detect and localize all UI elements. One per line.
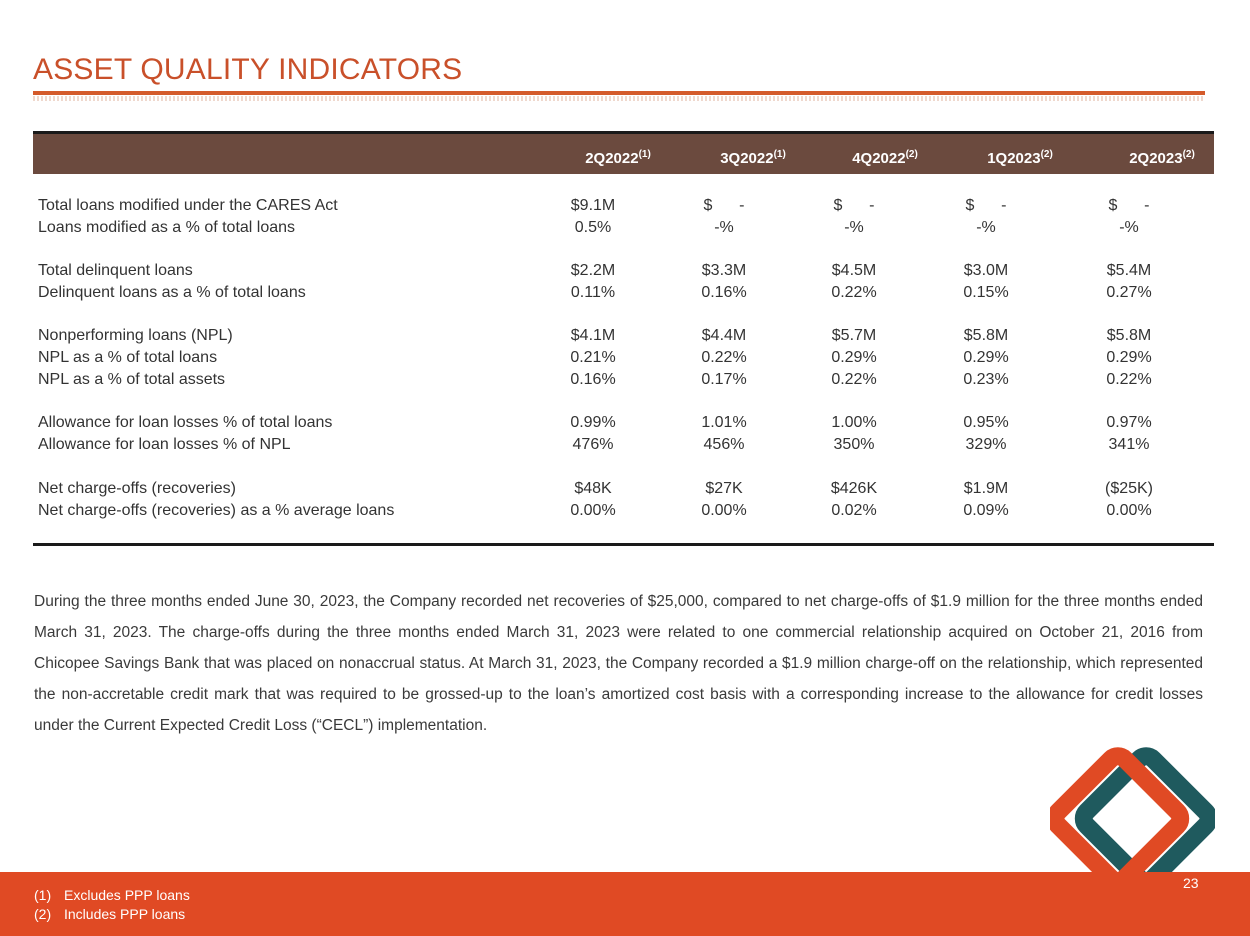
table-row <box>33 284 1214 306</box>
table-cell: $5.4M <box>1106 262 1152 279</box>
row-label: Allowance for loan losses % of NPL <box>38 436 291 453</box>
table-cell: $ - <box>1108 197 1150 214</box>
table-cell: $426K <box>830 480 878 497</box>
footnote: (2) Includes PPP loans <box>34 906 186 922</box>
table-cell: $9.1M <box>570 197 616 214</box>
table-cell: 0.16% <box>570 371 616 388</box>
column-header: 2Q2022$^{(1)}$ <box>585 149 651 167</box>
table-cell: $5.7M <box>831 327 877 344</box>
commentary-paragraph: During the three months ended June 30, 2023, the Company recorded net recoveries of $25,000, compared to net charge-offs of $1.9 million for the three months ended March 31, 2023. The charge-offs during the three months ended March 31, 2023 were related to one commercial relationship acquired on October 21, 2016 from Chicopee Savings Bank that was placed on nonaccrual status. At March 31, 2023, the Company recorded a $1.9 million charge-off on the relationship, which represented the non-accretable credit mark that was required to be grossed-up to the loan’s amortized cost basis with a corresponding increase to the allowance for credit losses under the Current Expected Credit Loss (“CECL”) implementation. <box>34 593 1203 734</box>
row-label: NPL as a % of total loans <box>38 349 218 366</box>
table-cell: 0.17% <box>701 371 747 388</box>
table-row <box>33 219 1214 241</box>
table-cell: -% <box>714 219 734 236</box>
table-cell: $27K <box>705 480 743 497</box>
column-header: 3Q2022$^{(1)}$ <box>720 149 786 167</box>
table-cell: 0.27% <box>1106 284 1152 301</box>
row-label: Total delinquent loans <box>38 262 193 279</box>
row-label: Loans modified as a % of total loans <box>38 219 296 236</box>
footer-bar <box>0 872 1250 936</box>
table-cell: $ - <box>833 197 875 214</box>
table-row <box>33 262 1214 284</box>
table-row <box>33 371 1214 393</box>
column-header: 4Q2022$^{(2)}$ <box>852 149 918 167</box>
table-cell: 0.09% <box>963 502 1009 519</box>
table-cell: $5.8M <box>963 327 1009 344</box>
table-cell: 0.21% <box>570 349 616 366</box>
table-cell: -% <box>1119 219 1139 236</box>
table-cell: 1.00% <box>831 414 877 431</box>
column-header: 1Q2023$^{(2)}$ <box>987 149 1053 167</box>
row-label: Total loans modified under the CARES Act <box>38 197 338 214</box>
table-cell: 0.22% <box>831 371 877 388</box>
table-cell: $4.1M <box>570 327 616 344</box>
table-row <box>33 327 1214 349</box>
row-label: Net charge-offs (recoveries) <box>38 480 236 497</box>
table-header <box>33 131 1214 174</box>
table-cell: 0.23% <box>963 371 1009 388</box>
table-cell: 0.16% <box>701 284 747 301</box>
table-cell: -% <box>976 219 996 236</box>
table-cell: -% <box>844 219 864 236</box>
table-cell: 0.15% <box>963 284 1009 301</box>
table-cell: 0.00% <box>570 502 616 519</box>
table-cell: 0.00% <box>1106 502 1152 519</box>
row-label: NPL as a % of total assets <box>38 371 226 388</box>
table-cell: 476% <box>572 436 614 453</box>
page-number: 23 <box>1183 875 1199 891</box>
table-body <box>33 174 1214 546</box>
table-cell: 0.00% <box>701 502 747 519</box>
table-cell: $4.5M <box>831 262 877 279</box>
row-label: Delinquent loans as a % of total loans <box>38 284 306 301</box>
page-title: ASSET QUALITY INDICATORS <box>33 53 463 86</box>
row-label: Nonperforming loans (NPL) <box>38 327 233 344</box>
table-cell: 1.01% <box>701 414 747 431</box>
table-cell: 0.29% <box>963 349 1009 366</box>
table-cell: 0.29% <box>1106 349 1152 366</box>
table-cell: 0.29% <box>831 349 877 366</box>
table-cell: 329% <box>965 436 1007 453</box>
table-row <box>33 197 1214 219</box>
table-cell: $3.3M <box>701 262 747 279</box>
table-cell: 0.22% <box>1106 371 1152 388</box>
column-header: 2Q2023$^{(2)}$ <box>1129 149 1195 167</box>
table-row <box>33 349 1214 371</box>
table-cell: ($25K) <box>1104 480 1154 497</box>
table-row <box>33 436 1214 458</box>
table-cell: $2.2M <box>570 262 616 279</box>
table-cell: 0.02% <box>831 502 877 519</box>
table-cell: 456% <box>703 436 745 453</box>
table-row <box>33 414 1214 436</box>
table-cell: $3.0M <box>963 262 1009 279</box>
table-cell: $48K <box>574 480 612 497</box>
footnote: (1) Excludes PPP loans <box>34 887 190 903</box>
table-cell: $4.4M <box>701 327 747 344</box>
row-label: Allowance for loan losses % of total loans <box>38 414 333 431</box>
table-cell: $ - <box>703 197 745 214</box>
table-cell: 341% <box>1108 436 1150 453</box>
table-cell: 0.22% <box>701 349 747 366</box>
row-label: Net charge-offs (recoveries) as a % average loans <box>38 502 395 519</box>
title-rule-texture <box>33 96 1205 101</box>
table-row <box>33 480 1214 502</box>
table-cell: $5.8M <box>1106 327 1152 344</box>
title-rule <box>33 91 1205 95</box>
table-cell: 350% <box>833 436 875 453</box>
table-cell: 0.95% <box>963 414 1009 431</box>
table-cell: 0.22% <box>831 284 877 301</box>
table-cell: 0.5% <box>574 219 612 236</box>
table-row <box>33 502 1214 524</box>
asset-quality-table <box>33 131 1214 546</box>
table-cell: 0.97% <box>1106 414 1152 431</box>
table-cell: $1.9M <box>963 480 1009 497</box>
table-cell: $ - <box>965 197 1007 214</box>
table-cell: 0.99% <box>570 414 616 431</box>
table-cell: 0.11% <box>570 284 616 301</box>
